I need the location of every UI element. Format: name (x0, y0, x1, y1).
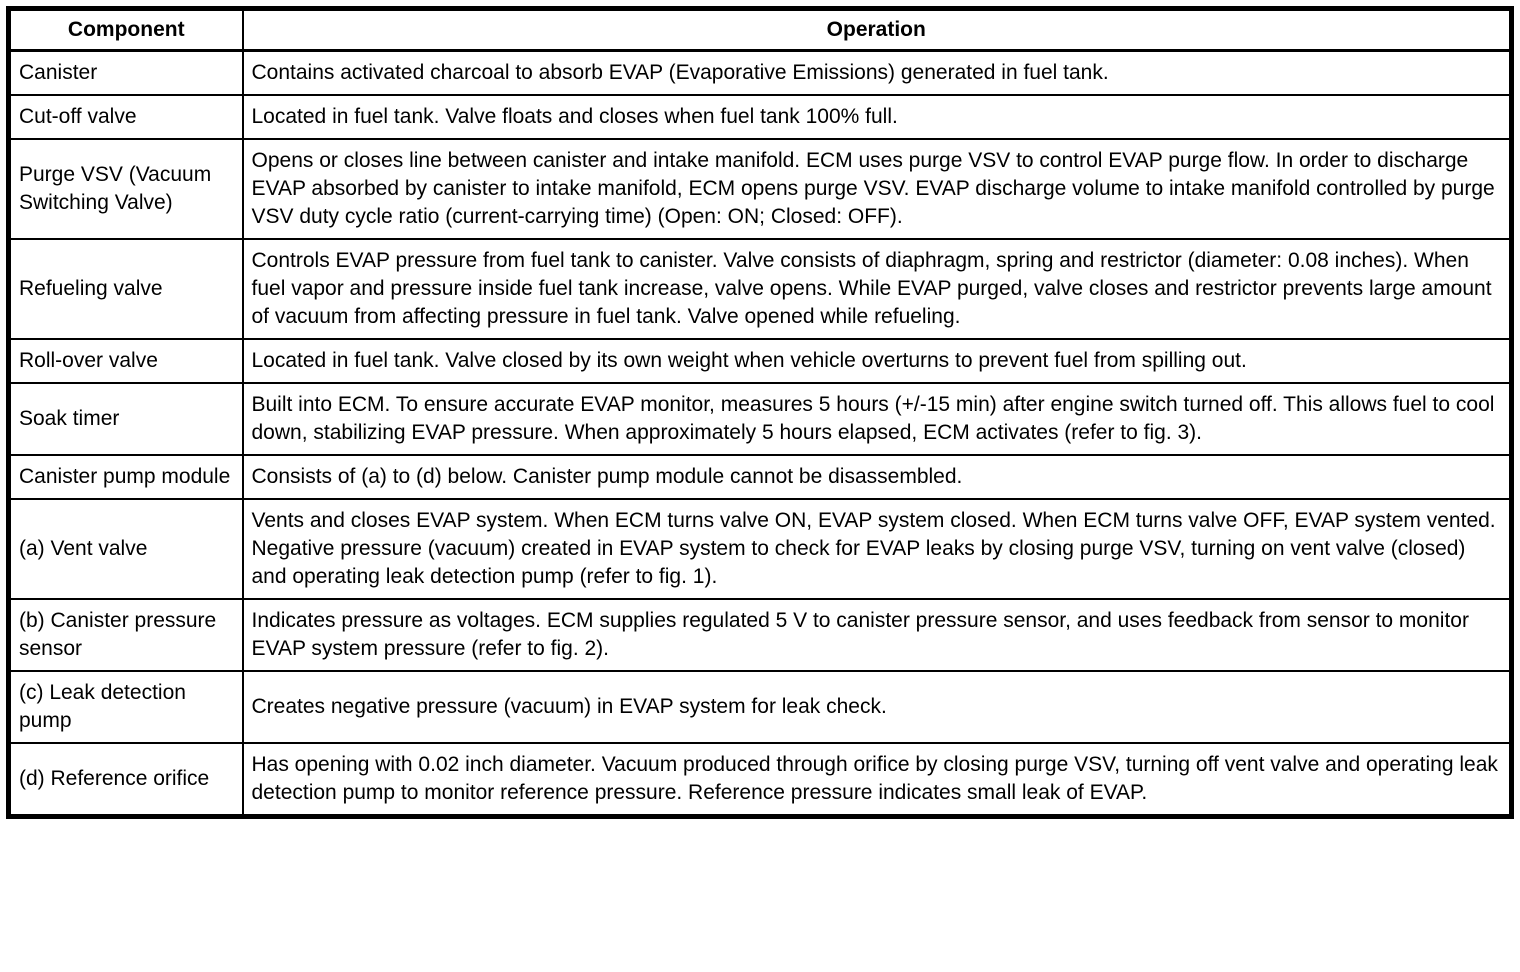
table-row (9, 671, 1512, 743)
table-row (9, 239, 1512, 339)
table-row (9, 383, 1512, 455)
operation-cell-cut-off-valve: Located in fuel tank. Valve floats and closes when fuel tank 100% full. (243, 95, 1512, 139)
operation-cell-leak-detection-pump: Creates negative pressure (vacuum) in EVAP system for leak check. (243, 671, 1512, 743)
component-cell-cut-off-valve: Cut-off valve (9, 95, 243, 139)
operation-cell-canister-pressure-sensor: Indicates pressure as voltages. ECM supplies regulated 5 V to canister pressure sensor, and uses feedback from sensor to monitor EVAP system pressure (refer to fig. 2). (243, 599, 1512, 671)
component-cell-canister: Canister (9, 51, 243, 96)
table-row (9, 339, 1512, 383)
table-row (9, 599, 1512, 671)
operation-cell-roll-over-valve: Located in fuel tank. Valve closed by its own weight when vehicle overturns to prevent fuel from spilling out. (243, 339, 1512, 383)
operation-cell-vent-valve: Vents and closes EVAP system. When ECM turns valve ON, EVAP system closed. When ECM turns valve OFF, EVAP system vented. Negative pressure (vacuum) created in EVAP system to check for EVAP leaks by closing purge VSV, turning on vent valve (closed) and operating leak detection pump (refer to fig. 1). (243, 499, 1512, 599)
component-column-header: Component (9, 9, 243, 51)
operation-cell-purge-vsv: Opens or closes line between canister and intake manifold. ECM uses purge VSV to control EVAP purge flow. In order to discharge EVAP absorbed by canister to intake manifold, ECM opens purge VSV. EVAP discharge volume to intake manifold controlled by purge VSV duty cycle ratio (current-carrying time) (Open: ON; Closed: OFF). (243, 139, 1512, 239)
operation-cell-canister-pump-module: Consists of (a) to (d) below. Canister pump module cannot be disassembled. (243, 455, 1512, 499)
operation-cell-canister: Contains activated charcoal to absorb EVAP (Evaporative Emissions) generated in fuel tank. (243, 51, 1512, 96)
component-operation-table (6, 6, 1514, 819)
table-row (9, 455, 1512, 499)
table-row (9, 139, 1512, 239)
table-header-row (9, 9, 1512, 51)
table-row (9, 51, 1512, 96)
operation-cell-soak-timer: Built into ECM. To ensure accurate EVAP monitor, measures 5 hours (+/-15 min) after engine switch turned off. This allows fuel to cool down, stabilizing EVAP pressure. When approximately 5 hours elapsed, ECM activates (refer to fig. 3). (243, 383, 1512, 455)
operation-cell-refueling-valve: Controls EVAP pressure from fuel tank to canister. Valve consists of diaphragm, spring and restrictor (diameter: 0.08 inches). When fuel vapor and pressure inside fuel tank increase, valve opens. While EVAP purged, valve closes and restrictor prevents large amount of vacuum from affecting pressure in fuel tank. Valve opened while refueling. (243, 239, 1512, 339)
component-cell-roll-over-valve: Roll-over valve (9, 339, 243, 383)
component-cell-canister-pressure-sensor: (b) Canister pressure sensor (9, 599, 243, 671)
component-cell-reference-orifice: (d) Reference orifice (9, 743, 243, 817)
component-cell-canister-pump-module: Canister pump module (9, 455, 243, 499)
table-row (9, 95, 1512, 139)
operation-cell-reference-orifice: Has opening with 0.02 inch diameter. Vacuum produced through orifice by closing purge VSV, turning off vent valve and operating leak detection pump to monitor reference pressure. Reference pressure indicates small leak of EVAP. (243, 743, 1512, 817)
table-row (9, 499, 1512, 599)
table-row (9, 743, 1512, 817)
component-cell-soak-timer: Soak timer (9, 383, 243, 455)
operation-column-header: Operation (243, 9, 1512, 51)
component-cell-purge-vsv: Purge VSV (Vacuum Switching Valve) (9, 139, 243, 239)
component-cell-vent-valve: (a) Vent valve (9, 499, 243, 599)
component-cell-leak-detection-pump: (c) Leak detection pump (9, 671, 243, 743)
component-cell-refueling-valve: Refueling valve (9, 239, 243, 339)
